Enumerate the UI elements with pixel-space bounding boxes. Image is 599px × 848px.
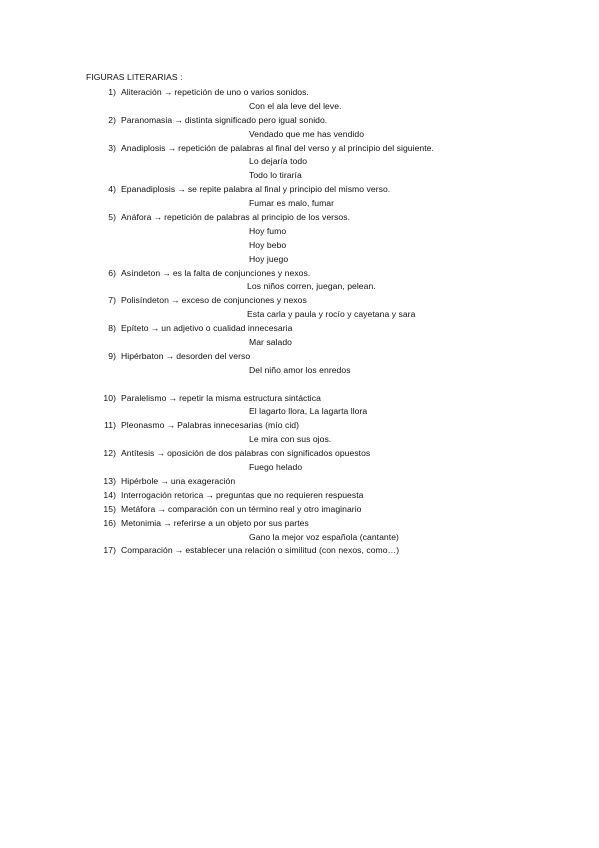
example-text: Esta carla y paula y rocío y cayetana y sara bbox=[247, 309, 416, 320]
example-line bbox=[0, 531, 599, 545]
arrow-icon: → bbox=[168, 392, 178, 403]
example-line bbox=[0, 253, 599, 267]
example-text: Hoy bebo bbox=[249, 239, 287, 250]
figure-item bbox=[0, 392, 599, 420]
item-text bbox=[121, 392, 321, 406]
item-number: 5) bbox=[108, 212, 116, 223]
item-text bbox=[121, 142, 434, 156]
example-text: Fuego helado bbox=[249, 462, 303, 473]
spacer bbox=[0, 378, 599, 392]
example-text: Vendado que me has vendido bbox=[249, 128, 365, 139]
arrow-icon: → bbox=[205, 489, 214, 500]
arrow-icon: → bbox=[174, 114, 183, 125]
item-text bbox=[121, 322, 292, 336]
figure-item bbox=[0, 86, 599, 114]
figure-term: Pleonasmo bbox=[121, 420, 165, 431]
figure-item bbox=[0, 211, 599, 267]
figure-definition: una exageración bbox=[170, 475, 236, 486]
figure-term: Polisíndeton bbox=[121, 295, 169, 306]
arrow-icon: → bbox=[167, 142, 177, 153]
figure-item bbox=[0, 183, 599, 211]
example-text: Del niño amor los enredos bbox=[249, 364, 351, 375]
example-text: Hoy juego bbox=[249, 253, 289, 264]
figure-item bbox=[0, 517, 599, 545]
figure-term: Paralelismo bbox=[121, 392, 167, 403]
figure-definition-row bbox=[0, 183, 599, 197]
item-text bbox=[121, 114, 327, 128]
item-number: 6) bbox=[108, 267, 116, 278]
figure-definition: establecer una relación o similitud (con nexos, como…) bbox=[185, 545, 400, 556]
figure-definition-row bbox=[0, 267, 599, 281]
figure-definition-row bbox=[0, 142, 599, 156]
figure-definition-row bbox=[0, 419, 599, 433]
example-line bbox=[0, 405, 599, 419]
figure-item bbox=[0, 419, 599, 447]
example-line bbox=[0, 128, 599, 142]
figure-term: Metonimia bbox=[121, 517, 162, 528]
item-text bbox=[121, 350, 250, 364]
item-text bbox=[121, 211, 350, 225]
figure-definition: repetir la misma estructura sintáctica bbox=[179, 392, 321, 403]
figure-item bbox=[0, 503, 599, 517]
figure-term: Antítesis bbox=[121, 448, 155, 459]
figure-definition: distinta significado pero igual sonido. bbox=[184, 114, 328, 125]
figure-definition: un adjetivo o cualidad innecesaria bbox=[161, 323, 293, 334]
arrow-icon: → bbox=[163, 87, 173, 97]
example-line bbox=[0, 280, 599, 294]
figure-definition: desorden del verso bbox=[176, 350, 251, 361]
figure-definition: Palabras innecesarias (mío cid) bbox=[177, 420, 300, 431]
item-text bbox=[121, 183, 390, 197]
example-line bbox=[0, 364, 599, 378]
item-number: 12) bbox=[103, 448, 116, 459]
example-line bbox=[0, 197, 599, 211]
item-number: 14) bbox=[103, 489, 116, 500]
figure-item bbox=[0, 350, 599, 378]
item-number: 1) bbox=[108, 87, 116, 97]
figure-definition-row bbox=[0, 211, 599, 225]
example-text: Hoy fumo bbox=[249, 225, 287, 236]
figure-term: Anadiplosis bbox=[121, 142, 166, 153]
figure-item bbox=[0, 114, 599, 142]
example-line bbox=[0, 308, 599, 322]
figure-item bbox=[0, 544, 599, 558]
item-text bbox=[121, 294, 307, 308]
figure-term: Comparación bbox=[121, 545, 173, 556]
figure-definition-row bbox=[0, 294, 599, 308]
page-title: FIGURAS LITERARIAS : bbox=[86, 72, 183, 82]
figure-term: Metáfora bbox=[121, 503, 156, 514]
arrow-icon: → bbox=[177, 184, 186, 195]
arrow-icon: → bbox=[162, 267, 171, 278]
item-text bbox=[121, 489, 364, 503]
item-number: 4) bbox=[108, 184, 116, 195]
item-text bbox=[121, 544, 399, 558]
example-text: Lo dejaría todo bbox=[249, 156, 308, 167]
figure-definition-row bbox=[0, 447, 599, 461]
example-line bbox=[0, 155, 599, 169]
example-line bbox=[0, 169, 599, 183]
arrow-icon: → bbox=[160, 475, 169, 486]
item-number: 7) bbox=[108, 295, 116, 306]
figure-definition: comparación con un término real y otro imaginario bbox=[167, 503, 362, 514]
figure-item bbox=[0, 142, 599, 184]
figure-term: Aliteración bbox=[121, 87, 162, 97]
figure-definition-row bbox=[0, 517, 599, 531]
example-line bbox=[0, 461, 599, 475]
example-text: Todo lo tiraría bbox=[249, 170, 302, 181]
figures-list bbox=[0, 86, 599, 558]
item-number: 15) bbox=[103, 503, 116, 514]
arrow-icon: → bbox=[156, 448, 166, 459]
example-text: Le mira con sus ojos. bbox=[249, 434, 332, 445]
figure-item bbox=[0, 489, 599, 503]
item-number: 17) bbox=[103, 545, 116, 556]
item-text bbox=[121, 86, 309, 100]
figure-item bbox=[0, 267, 599, 295]
figure-definition-row bbox=[0, 86, 599, 100]
figure-term: Paranomasia bbox=[121, 114, 173, 125]
arrow-icon: → bbox=[153, 212, 163, 223]
figure-definition-row bbox=[0, 322, 599, 336]
figure-definition-row bbox=[0, 503, 599, 517]
figure-definition: repetición de uno o varios sonidos. bbox=[174, 87, 309, 97]
figure-definition-row bbox=[0, 544, 599, 558]
example-text: Fumar es malo, fumar bbox=[249, 198, 335, 209]
example-text: El lagarto llora, La lagarta llora bbox=[249, 406, 368, 417]
item-number: 10) bbox=[103, 392, 116, 403]
item-text bbox=[121, 475, 235, 489]
figure-term: Epíteto bbox=[121, 323, 149, 334]
figure-item bbox=[0, 447, 599, 475]
item-number: 11) bbox=[104, 420, 116, 431]
item-text bbox=[121, 503, 362, 517]
figure-term: Asíndeton bbox=[121, 267, 161, 278]
figure-definition: se repite palabra al final y principio del mismo verso. bbox=[187, 184, 391, 195]
figure-definition: repetición de palabras al principio de los versos. bbox=[164, 212, 351, 223]
example-text: Mar salado bbox=[249, 337, 293, 348]
figure-definition-row bbox=[0, 392, 599, 406]
figure-definition: referirse a un objeto por sus partes bbox=[173, 517, 309, 528]
example-text: Gano la mejor voz española (cantante) bbox=[249, 531, 399, 542]
figure-definition-row bbox=[0, 489, 599, 503]
figure-definition: repetición de palabras al final del verso y al principio del siguiente. bbox=[178, 142, 434, 153]
arrow-icon: → bbox=[174, 545, 184, 556]
arrow-icon: → bbox=[170, 295, 180, 306]
item-number: 8) bbox=[108, 323, 116, 334]
item-number: 9) bbox=[108, 350, 116, 361]
figure-definition-row bbox=[0, 114, 599, 128]
figure-definition: preguntas que no requieren respuesta bbox=[215, 489, 364, 500]
example-line bbox=[0, 239, 599, 253]
item-text bbox=[121, 447, 370, 461]
item-number: 13) bbox=[103, 475, 116, 486]
figure-item bbox=[0, 294, 599, 322]
figure-item bbox=[0, 475, 599, 489]
figure-definition: es la falta de conjunciones y nexos. bbox=[172, 267, 311, 278]
figure-definition: exceso de conjunciones y nexos bbox=[181, 295, 307, 306]
figure-term: Hipérbole bbox=[121, 475, 159, 486]
item-number: 3) bbox=[108, 142, 116, 153]
arrow-icon: → bbox=[165, 350, 175, 361]
figure-definition-row bbox=[0, 475, 599, 489]
item-text bbox=[121, 517, 309, 531]
example-line bbox=[0, 433, 599, 447]
figure-term: Anáfora bbox=[121, 212, 152, 223]
figure-term: Interrogación retorica bbox=[121, 489, 204, 500]
item-text bbox=[121, 267, 310, 281]
item-number: 16) bbox=[103, 517, 116, 528]
figure-item bbox=[0, 322, 599, 350]
arrow-icon: → bbox=[157, 503, 166, 514]
arrow-icon: → bbox=[163, 517, 172, 528]
item-text bbox=[121, 419, 299, 433]
example-line bbox=[0, 100, 599, 114]
figure-term: Epanadiplosis bbox=[121, 184, 176, 195]
arrow-icon: → bbox=[150, 323, 160, 334]
arrow-icon: → bbox=[166, 420, 176, 431]
figure-definition-row bbox=[0, 350, 599, 364]
figure-definition: oposición de dos palabras con significados opuestos bbox=[167, 448, 371, 459]
example-text: Con el ala leve del leve. bbox=[249, 100, 342, 111]
item-number: 2) bbox=[108, 114, 116, 125]
example-text: Los niños corren, juegan, pelean. bbox=[247, 281, 376, 292]
figure-term: Hipérbaton bbox=[121, 350, 164, 361]
example-line bbox=[0, 336, 599, 350]
example-line bbox=[0, 225, 599, 239]
